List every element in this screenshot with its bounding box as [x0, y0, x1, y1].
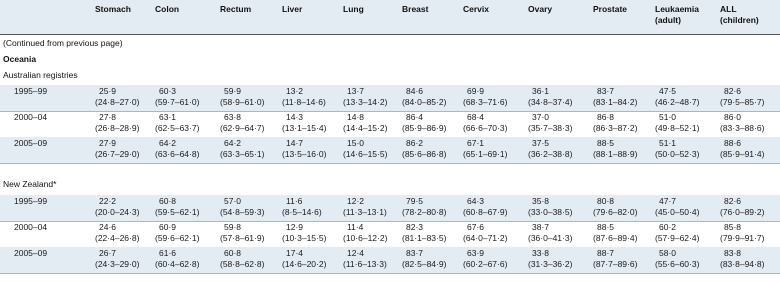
confidence-interval: (85·9–91·4)	[720, 149, 765, 159]
cell-prostate	[593, 196, 637, 218]
row-divider	[0, 273, 780, 274]
cell-stomach	[95, 222, 139, 244]
survival-value: 69·9	[467, 86, 485, 96]
confidence-interval: (57·9–62·4)	[655, 233, 700, 243]
cell-lung	[343, 112, 387, 134]
survival-value: 59·8	[224, 222, 242, 232]
confidence-interval: (26·8–28·9)	[95, 123, 140, 133]
cell-cervix	[463, 196, 507, 218]
cell-ovary	[528, 138, 572, 160]
registry-heading-australia: Australian registries	[3, 70, 78, 80]
survival-value: 33·8	[532, 248, 550, 258]
cell-all	[720, 248, 764, 270]
confidence-interval: (59·6–62·1)	[155, 233, 200, 243]
confidence-interval: (36·0–41·3)	[528, 233, 573, 243]
cell-rectum	[220, 222, 264, 244]
confidence-interval: (10·6–12·2)	[343, 233, 388, 243]
survival-value: 82·6	[724, 86, 742, 96]
survival-value: 68·4	[467, 112, 485, 122]
cell-all	[720, 196, 764, 218]
survival-value: 61·6	[159, 248, 177, 258]
survival-value: 13·2	[286, 86, 304, 96]
confidence-interval: (34·8–37·4)	[528, 97, 573, 107]
confidence-interval: (22·4–26·8)	[95, 233, 140, 243]
survival-value: 60·9	[159, 222, 177, 232]
survival-value: 85·8	[724, 222, 742, 232]
cell-cervix	[463, 112, 507, 134]
cell-leukaemia	[655, 196, 699, 218]
cell-lung	[343, 86, 387, 108]
survival-value: 83·8	[724, 248, 742, 258]
cell-rectum	[220, 248, 264, 270]
row-period: 2000–04	[14, 112, 48, 122]
cell-prostate	[593, 138, 637, 160]
survival-value: 60·2	[659, 222, 677, 232]
survival-value: 37·5	[532, 138, 550, 148]
survival-value: 64·3	[467, 196, 485, 206]
confidence-interval: (86·3–87·2)	[593, 123, 638, 133]
confidence-interval: (60·4–62·8)	[155, 259, 200, 269]
column-header-all-children: ALL (children)	[720, 4, 759, 25]
confidence-interval: (64·0–71·2)	[463, 233, 508, 243]
confidence-interval: (45·0–50·4)	[655, 207, 700, 217]
cell-ovary	[528, 112, 572, 134]
cell-liver	[282, 138, 326, 160]
survival-value: 60·8	[159, 196, 177, 206]
region-heading: Oceania	[3, 54, 37, 64]
survival-value: 57·0	[224, 196, 242, 206]
survival-value: 14·8	[347, 112, 365, 122]
confidence-interval: (83·8–94·8)	[720, 259, 765, 269]
survival-value: 84·6	[406, 86, 424, 96]
cell-stomach	[95, 138, 139, 160]
survival-value: 63·8	[224, 112, 242, 122]
survival-value: 27·8	[99, 112, 117, 122]
confidence-interval: (14·4–15·2)	[343, 123, 388, 133]
cell-colon	[155, 248, 199, 270]
survival-value: 37·0	[532, 112, 550, 122]
survival-value: 47·7	[659, 196, 677, 206]
confidence-interval: (87·6–89·4)	[593, 233, 638, 243]
confidence-interval: (85·6–86·8)	[402, 149, 447, 159]
table-row	[0, 137, 780, 163]
survival-value: 88·5	[597, 222, 615, 232]
survival-value: 12·2	[347, 196, 365, 206]
confidence-interval: (10·3–15·5)	[282, 233, 327, 243]
survival-value: 64·2	[159, 138, 177, 148]
cell-stomach	[95, 196, 139, 218]
survival-value: 82·3	[406, 222, 424, 232]
survival-value: 38·7	[532, 222, 550, 232]
cell-leukaemia	[655, 86, 699, 108]
cell-prostate	[593, 248, 637, 270]
confidence-interval: (26·7–29·0)	[95, 149, 140, 159]
cell-colon	[155, 86, 199, 108]
survival-value: 79·5	[406, 196, 424, 206]
cell-cervix	[463, 222, 507, 244]
confidence-interval: (79·6–82·0)	[593, 207, 638, 217]
cell-leukaemia	[655, 222, 699, 244]
cell-cervix	[463, 86, 507, 108]
confidence-interval: (24·3–29·0)	[95, 259, 140, 269]
survival-value: 24·6	[99, 222, 117, 232]
row-period: 1995–99	[14, 86, 48, 96]
cell-ovary	[528, 222, 572, 244]
confidence-interval: (60·2–67·6)	[463, 259, 508, 269]
confidence-interval: (8·5–14·6)	[282, 207, 322, 217]
column-header-stomach: Stomach	[95, 4, 131, 14]
row-divider	[0, 163, 780, 164]
confidence-interval: (13·5–16·0)	[282, 149, 327, 159]
cell-cervix	[463, 138, 507, 160]
table-header	[0, 0, 780, 34]
cell-prostate	[593, 112, 637, 134]
survival-value: 67·1	[467, 138, 485, 148]
cell-cervix	[463, 248, 507, 270]
cell-liver	[282, 86, 326, 108]
survival-value: 86·2	[406, 138, 424, 148]
cell-ovary	[528, 86, 572, 108]
column-header-breast: Breast	[402, 4, 429, 14]
survival-value: 22·2	[99, 196, 117, 206]
row-period: 1995–99	[14, 196, 48, 206]
survival-value: 86·8	[597, 112, 615, 122]
survival-value: 83·7	[597, 86, 615, 96]
survival-value: 51·0	[659, 112, 677, 122]
column-header-leukaemia-adult: Leukaemia (adult)	[655, 4, 699, 25]
column-header-ovary: Ovary	[528, 4, 553, 14]
confidence-interval: (76·0–89·2)	[720, 207, 765, 217]
survival-value: 82·6	[724, 196, 742, 206]
confidence-interval: (81·1–83·5)	[402, 233, 447, 243]
cell-ovary	[528, 196, 572, 218]
column-header-cervix: Cervix	[463, 4, 489, 14]
survival-value: 14·7	[286, 138, 304, 148]
header-rule	[0, 34, 780, 35]
confidence-interval: (87·7–89·6)	[593, 259, 638, 269]
registry-heading-new-zealand: New Zealand*	[3, 179, 57, 189]
cell-stomach	[95, 112, 139, 134]
cell-liver	[282, 196, 322, 218]
confidence-interval: (62·9–64·7)	[220, 123, 265, 133]
survival-value: 12·4	[347, 248, 365, 258]
cell-lung	[343, 248, 387, 270]
survival-value: 58·0	[659, 248, 677, 258]
survival-value: 60·8	[224, 248, 242, 258]
cell-ovary	[528, 248, 572, 270]
confidence-interval: (46·2–48·7)	[655, 97, 700, 107]
cell-colon	[155, 112, 199, 134]
survival-value: 15·0	[347, 138, 365, 148]
cell-rectum	[220, 86, 264, 108]
confidence-interval: (11·6–13·3)	[343, 259, 387, 269]
cell-all	[720, 86, 764, 108]
confidence-interval: (36·2–38·8)	[528, 149, 573, 159]
table-row	[0, 247, 780, 273]
survival-value: 88·6	[724, 138, 742, 148]
cell-colon	[155, 222, 199, 244]
cell-all	[720, 222, 764, 244]
confidence-interval: (33·0–38·5)	[528, 207, 573, 217]
confidence-interval: (20·0–24·3)	[95, 207, 140, 217]
cell-breast	[402, 248, 446, 270]
cell-rectum	[220, 138, 264, 160]
column-header-rectum: Rectum	[220, 4, 252, 14]
survival-value: 11·4	[347, 222, 364, 232]
cell-colon	[155, 138, 199, 160]
cell-breast	[402, 86, 446, 108]
cell-stomach	[95, 86, 139, 108]
confidence-interval: (14·6–20·2)	[282, 259, 327, 269]
confidence-interval: (13·3–14·2)	[343, 97, 388, 107]
survival-value: 80·8	[597, 196, 615, 206]
confidence-interval: (35·7–38·3)	[528, 123, 573, 133]
cell-breast	[402, 138, 446, 160]
column-header-prostate: Prostate	[593, 4, 628, 14]
confidence-interval: (79·5–85·7)	[720, 97, 765, 107]
cell-breast	[402, 112, 446, 134]
confidence-interval: (78·2–80·8)	[402, 207, 447, 217]
survival-value: 59·9	[224, 86, 242, 96]
survival-value: 63·1	[159, 112, 177, 122]
cell-leukaemia	[655, 138, 699, 160]
cell-leukaemia	[655, 248, 699, 270]
column-header-liver: Liver	[282, 4, 303, 14]
table-row	[0, 111, 780, 137]
confidence-interval: (11·3–13·1)	[343, 207, 387, 217]
confidence-interval: (58·9–61·0)	[220, 97, 265, 107]
cell-rectum	[220, 112, 264, 134]
cell-lung	[343, 196, 387, 218]
cell-rectum	[220, 196, 264, 218]
confidence-interval: (60·8–67·9)	[463, 207, 508, 217]
confidence-interval: (59·7–61·0)	[155, 97, 200, 107]
continued-note: (Continued from previous page)	[3, 38, 123, 48]
confidence-interval: (57·8–61·9)	[220, 233, 265, 243]
survival-value: 27·9	[99, 138, 117, 148]
cell-liver	[282, 112, 326, 134]
confidence-interval: (83·3–88·6)	[720, 123, 765, 133]
cell-prostate	[593, 86, 637, 108]
survival-value: 64·2	[224, 138, 242, 148]
row-period: 2000–04	[14, 222, 48, 232]
confidence-interval: (49·8–52·1)	[655, 123, 700, 133]
confidence-interval: (63·6–64·8)	[155, 149, 200, 159]
survival-value: 67·6	[467, 222, 485, 232]
confidence-interval: (84·0–85·2)	[402, 97, 447, 107]
cell-leukaemia	[655, 112, 699, 134]
table-row	[0, 221, 780, 247]
survival-value: 25·9	[99, 86, 117, 96]
cell-lung	[343, 138, 387, 160]
confidence-interval: (55·6–60·3)	[655, 259, 700, 269]
confidence-interval: (66·6–70·3)	[463, 123, 508, 133]
confidence-interval: (68·3–71·6)	[463, 97, 508, 107]
survival-value: 88·7	[597, 248, 615, 258]
confidence-interval: (85·9–86·9)	[402, 123, 447, 133]
cell-stomach	[95, 248, 139, 270]
survival-value: 86·4	[406, 112, 424, 122]
survival-value: 12·9	[286, 222, 304, 232]
row-period: 2005–09	[14, 248, 48, 258]
column-header-colon: Colon	[155, 4, 180, 14]
confidence-interval: (62·5–63·7)	[155, 123, 200, 133]
survival-value: 88·5	[597, 138, 615, 148]
confidence-interval: (83·1–84·2)	[593, 97, 638, 107]
confidence-interval: (50·0–52·3)	[655, 149, 700, 159]
row-period: 2005–09	[14, 138, 48, 148]
cell-breast	[402, 196, 446, 218]
survival-value: 51·1	[659, 138, 677, 148]
survival-value: 83·7	[406, 248, 424, 258]
table-row	[0, 195, 780, 221]
confidence-interval: (58·8–62·8)	[220, 259, 265, 269]
survival-value: 14·3	[286, 112, 304, 122]
confidence-interval: (13·1–15·4)	[282, 123, 327, 133]
survival-value: 17·4	[286, 248, 304, 258]
confidence-interval: (54·8–59·3)	[220, 207, 265, 217]
survival-value: 26·7	[99, 248, 117, 258]
confidence-interval: (24·8–27·0)	[95, 97, 140, 107]
confidence-interval: (14·6–15·5)	[343, 149, 388, 159]
cell-liver	[282, 248, 326, 270]
survival-value: 36·1	[532, 86, 550, 96]
survival-value: 11·6	[286, 196, 303, 206]
survival-value: 63·9	[467, 248, 485, 258]
cell-colon	[155, 196, 199, 218]
survival-value: 13·7	[347, 86, 365, 96]
cell-all	[720, 112, 764, 134]
confidence-interval: (59·5–62·1)	[155, 207, 200, 217]
confidence-interval: (31·3–36·2)	[528, 259, 573, 269]
survival-value: 35·8	[532, 196, 550, 206]
cell-all	[720, 138, 764, 160]
confidence-interval: (79·9–91·7)	[720, 233, 765, 243]
cell-prostate	[593, 222, 637, 244]
confidence-interval: (88·1–88·9)	[593, 149, 638, 159]
cell-lung	[343, 222, 387, 244]
cell-liver	[282, 222, 326, 244]
confidence-interval: (63·3–65·1)	[220, 149, 265, 159]
confidence-interval: (11·8–14·6)	[282, 97, 326, 107]
confidence-interval: (65·1–69·1)	[463, 149, 508, 159]
cell-breast	[402, 222, 446, 244]
table-row	[0, 85, 780, 111]
confidence-interval: (82·5–84·9)	[402, 259, 447, 269]
survival-value: 60·3	[159, 86, 177, 96]
column-header-lung: Lung	[343, 4, 364, 14]
survival-value: 86·0	[724, 112, 742, 122]
survival-value: 47·5	[659, 86, 677, 96]
